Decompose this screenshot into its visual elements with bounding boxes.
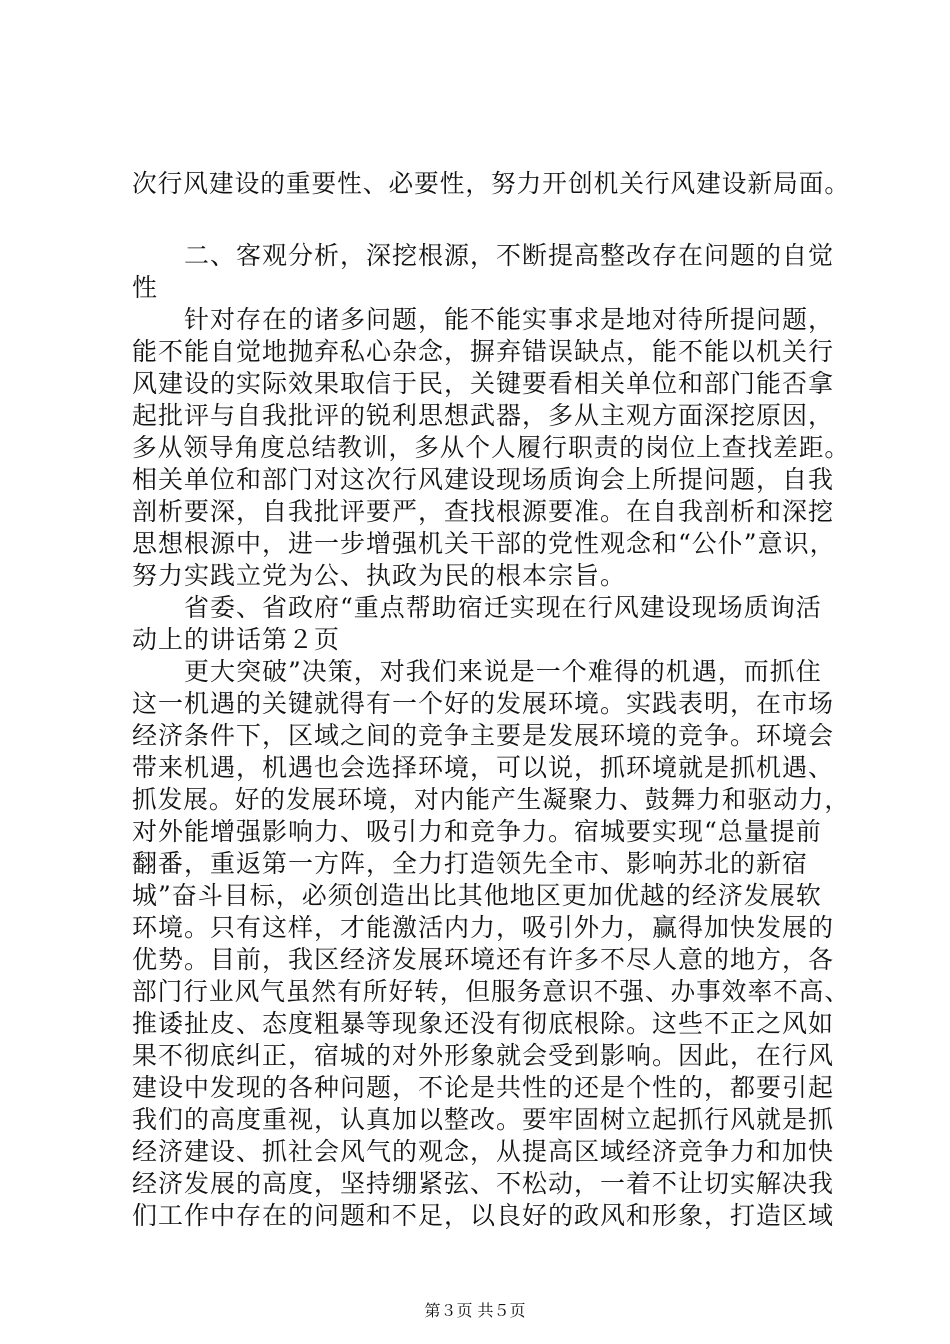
text-line: 性 (132, 273, 159, 302)
text-line: 次行风建设的重要性、必要性，努力开创机关行风建设新局面。 (132, 169, 851, 198)
text-line: 针对存在的诸多问题，能不能实事求是地对待所提问题， (132, 305, 835, 334)
text-line: 部门行业风气虽然有所好转，但服务意识不强、办事效率不高、 (132, 977, 851, 1006)
text-line: 经济条件下，区域之间的竞争主要是发展环境的竞争。环境会 (132, 721, 835, 750)
text-line: 动上的讲话第２页 (132, 625, 341, 654)
text-line: 剖析要深，自我批评要严，查找根源要准。在自我剖析和深挖 (132, 497, 835, 526)
text-line: 环境。只有这样，才能激活内力，吸引外力，赢得加快发展的 (132, 913, 835, 942)
text-line: 抓发展。好的发展环境，对内能产生凝聚力、鼓舞力和驱动力， (132, 785, 851, 814)
text-line: 思想根源中，进一步增强机关干部的党性观念和“公仆”意识， (132, 529, 836, 558)
text-line: 这一机遇的关键就得有一个好的发展环境。实践表明，在市场 (132, 689, 835, 718)
text-line: 省委、省政府“重点帮助宿迁实现在行风建设现场质询活 (132, 593, 822, 622)
text-line: 多从领导角度总结教训，多从个人履行职责的岗位上查找差距。 (132, 433, 851, 462)
text-line: 起批评与自我批评的锐利思想武器，多从主观方面深挖原因， (132, 401, 835, 430)
text-line: 我们的高度重视，认真加以整改。要牢固树立起抓行风就是抓 (132, 1105, 835, 1134)
text-line: 对外能增强影响力、吸引力和竞争力。宿城要实现“总量提前 (132, 817, 822, 846)
text-line: 翻番，重返第一方阵，全力打造领先全市、影响苏北的新宿 (132, 849, 809, 878)
text-line: 城”奋斗目标，必须创造出比其他地区更加优越的经济发展软 (132, 881, 822, 910)
page-number-footer: 第３页 共５页 (424, 1301, 526, 1320)
text-line: 带来机遇，机遇也会选择环境，可以说，抓环境就是抓机遇、 (132, 753, 835, 782)
text-line: 经济建设、抓社会风气的观念，从提高区域经济竞争力和加快 (132, 1137, 835, 1166)
text-line: 相关单位和部门对这次行风建设现场质询会上所提问题，自我 (132, 465, 835, 494)
text-line: 建设中发现的各种问题，不论是共性的还是个性的，都要引起 (132, 1073, 835, 1102)
text-line: 果不彻底纠正，宿城的对外形象就会受到影响。因此，在行风 (132, 1041, 835, 1070)
text-line: 能不能自觉地抛弃私心杂念，摒弃错误缺点，能不能以机关行 (132, 337, 835, 366)
text-line: 推诿扯皮、态度粗暴等现象还没有彻底根除。这些不正之风如 (132, 1009, 835, 1038)
text-line: 经济发展的高度，坚持绷紧弦、不松动，一着不让切实解决我 (132, 1169, 835, 1198)
text-line: 努力实践立党为公、执政为民的根本宗旨。 (132, 561, 627, 590)
text-line: 二、客观分析，深挖根源，不断提高整改存在问题的自觉 (132, 241, 835, 270)
text-line: 们工作中存在的问题和不足，以良好的政风和形象，打造区域 (132, 1201, 835, 1230)
text-line: 风建设的实际效果取信于民，关键要看相关单位和部门能否拿 (132, 369, 835, 398)
text-line: 更大突破”决策，对我们来说是一个难得的机遇，而抓住 (132, 657, 822, 686)
text-line: 优势。目前，我区经济发展环境还有许多不尽人意的地方，各 (132, 945, 835, 974)
